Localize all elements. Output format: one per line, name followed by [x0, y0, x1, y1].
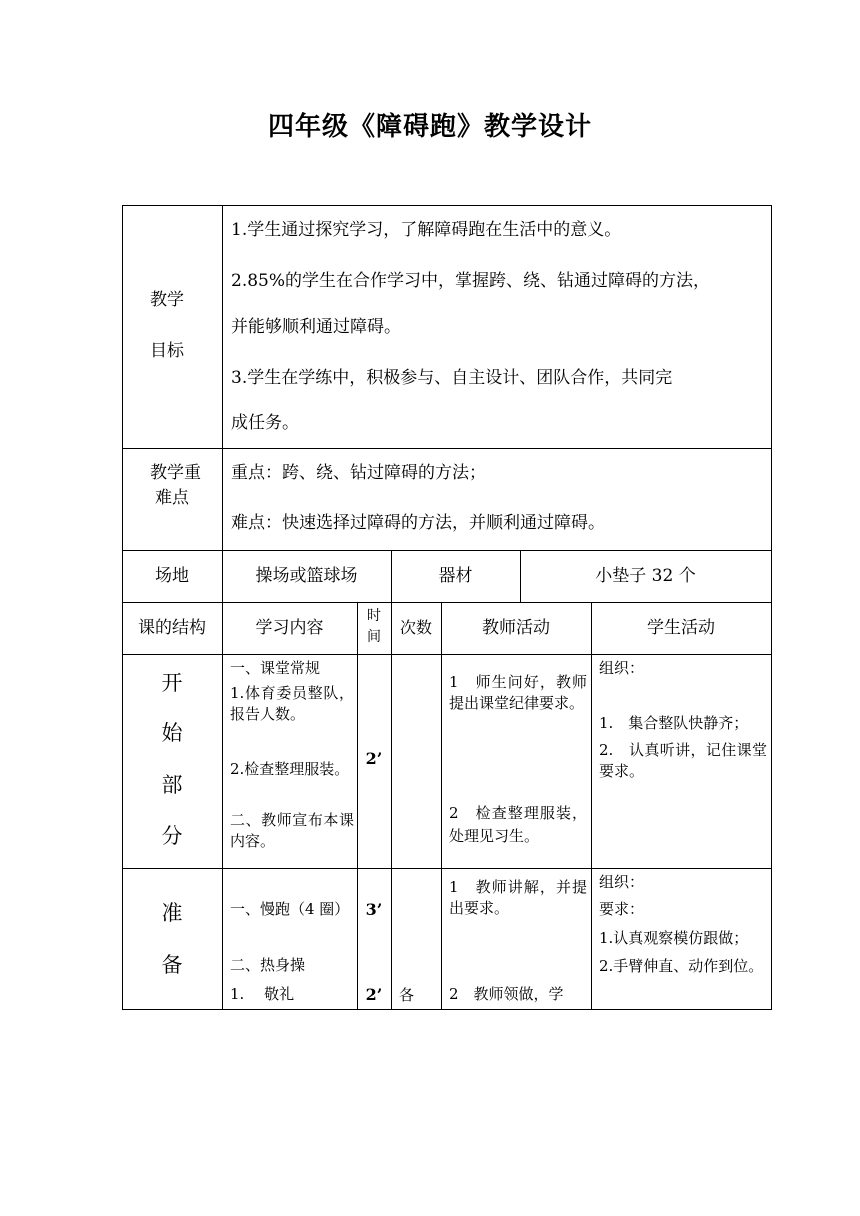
prep-content: 一、慢跑（4 圈）	[230, 900, 350, 918]
keypoints-label-1: 教学重	[150, 463, 201, 483]
keypoints-label-2: 难点	[155, 488, 189, 508]
row-divider	[122, 550, 772, 551]
prep-teacher-1: 1 教师讲解，并提出要求。	[449, 878, 587, 917]
start-content: 2.检查整理服装。	[230, 760, 350, 778]
start-teacher-2: 2 检查整理服装，处理见习生。	[449, 804, 587, 845]
start-content: 二、教师宣布本课内容。	[230, 811, 354, 850]
header-teacher: 教师活动	[482, 618, 550, 638]
header-time-2: 间	[367, 629, 381, 645]
venue-label: 场地	[155, 566, 189, 586]
equipment-label: 器材	[438, 566, 473, 586]
start-student-2: 2. 认真听讲，记住课堂要求。	[599, 741, 767, 780]
col-divider	[357, 602, 358, 1010]
prep-student-1: 1.认真观察模仿跟做；	[599, 929, 749, 947]
prep-label-char: 准	[161, 901, 183, 925]
start-label-char: 开	[161, 671, 183, 695]
start-student-1: 1. 集合整队快静齐；	[599, 714, 749, 732]
start-label-char: 部	[161, 773, 183, 797]
row-divider	[122, 868, 772, 869]
objective-line: 2.85%的学生在合作学习中，掌握跨、绕、钻通过障碍的方法，	[231, 271, 711, 291]
col-divider	[441, 602, 442, 1010]
header-student: 学生活动	[647, 618, 715, 638]
prep-student-2: 2.手臂伸直、动作到位。	[599, 957, 764, 975]
row-divider	[122, 602, 772, 603]
prep-content: 1. 敬礼	[230, 985, 295, 1003]
header-count: 次数	[399, 618, 432, 637]
col-divider	[222, 205, 223, 1010]
table-border-left	[122, 205, 123, 1010]
header-structure: 课的结构	[138, 618, 206, 638]
start-label-char: 始	[161, 721, 183, 745]
objective-line: 成任务。	[231, 413, 299, 433]
prep-student-req: 要求：	[599, 900, 645, 918]
start-content: 1.体育委员整队，报告人数。	[230, 684, 354, 723]
header-time-1: 时	[367, 608, 381, 624]
start-time: 2’	[365, 749, 383, 768]
table-border-top	[122, 205, 772, 206]
key-difficulty: 难点：快速选择过障碍的方法，并顺利通过障碍。	[231, 513, 605, 533]
prep-time: 2’	[365, 985, 383, 1004]
prep-label-char: 备	[161, 953, 183, 977]
page-title: 四年级《障碍跑》教学设计	[267, 112, 592, 142]
start-label-char: 分	[161, 824, 183, 848]
header-content: 学习内容	[255, 618, 324, 638]
prep-content: 二、热身操	[230, 956, 306, 974]
start-content: 一、课堂常规	[230, 659, 321, 677]
col-divider	[391, 602, 392, 1010]
row-divider	[122, 654, 772, 655]
prep-teacher-2: 2 教师领做，学	[449, 985, 564, 1003]
objectives-label-1: 教学	[150, 290, 184, 310]
venue-value: 操场或篮球场	[255, 566, 358, 586]
prep-time: 3’	[365, 900, 383, 919]
prep-count: 各	[399, 986, 415, 1004]
prep-student-org: 组织：	[599, 873, 645, 891]
equipment-value: 小垫子 32 个	[595, 566, 696, 586]
table-border-right	[771, 205, 772, 1010]
objective-line: 1.学生通过探究学习，了解障碍跑在生活中的意义。	[231, 220, 622, 240]
start-teacher-1: 1 师生问好，教师提出课堂纪律要求。	[449, 673, 587, 712]
start-student-org: 组织：	[599, 659, 645, 677]
table-border-bottom	[122, 1009, 772, 1010]
col-divider	[591, 602, 592, 1010]
row-divider	[122, 448, 772, 449]
objective-line: 并能够顺利通过障碍。	[231, 317, 401, 337]
objective-line: 3.学生在学练中，积极参与、自主设计、团队合作，共同完	[231, 368, 673, 388]
key-focus: 重点：跨、绕、钻过障碍的方法；	[231, 463, 486, 483]
objectives-label-2: 目标	[150, 341, 184, 361]
